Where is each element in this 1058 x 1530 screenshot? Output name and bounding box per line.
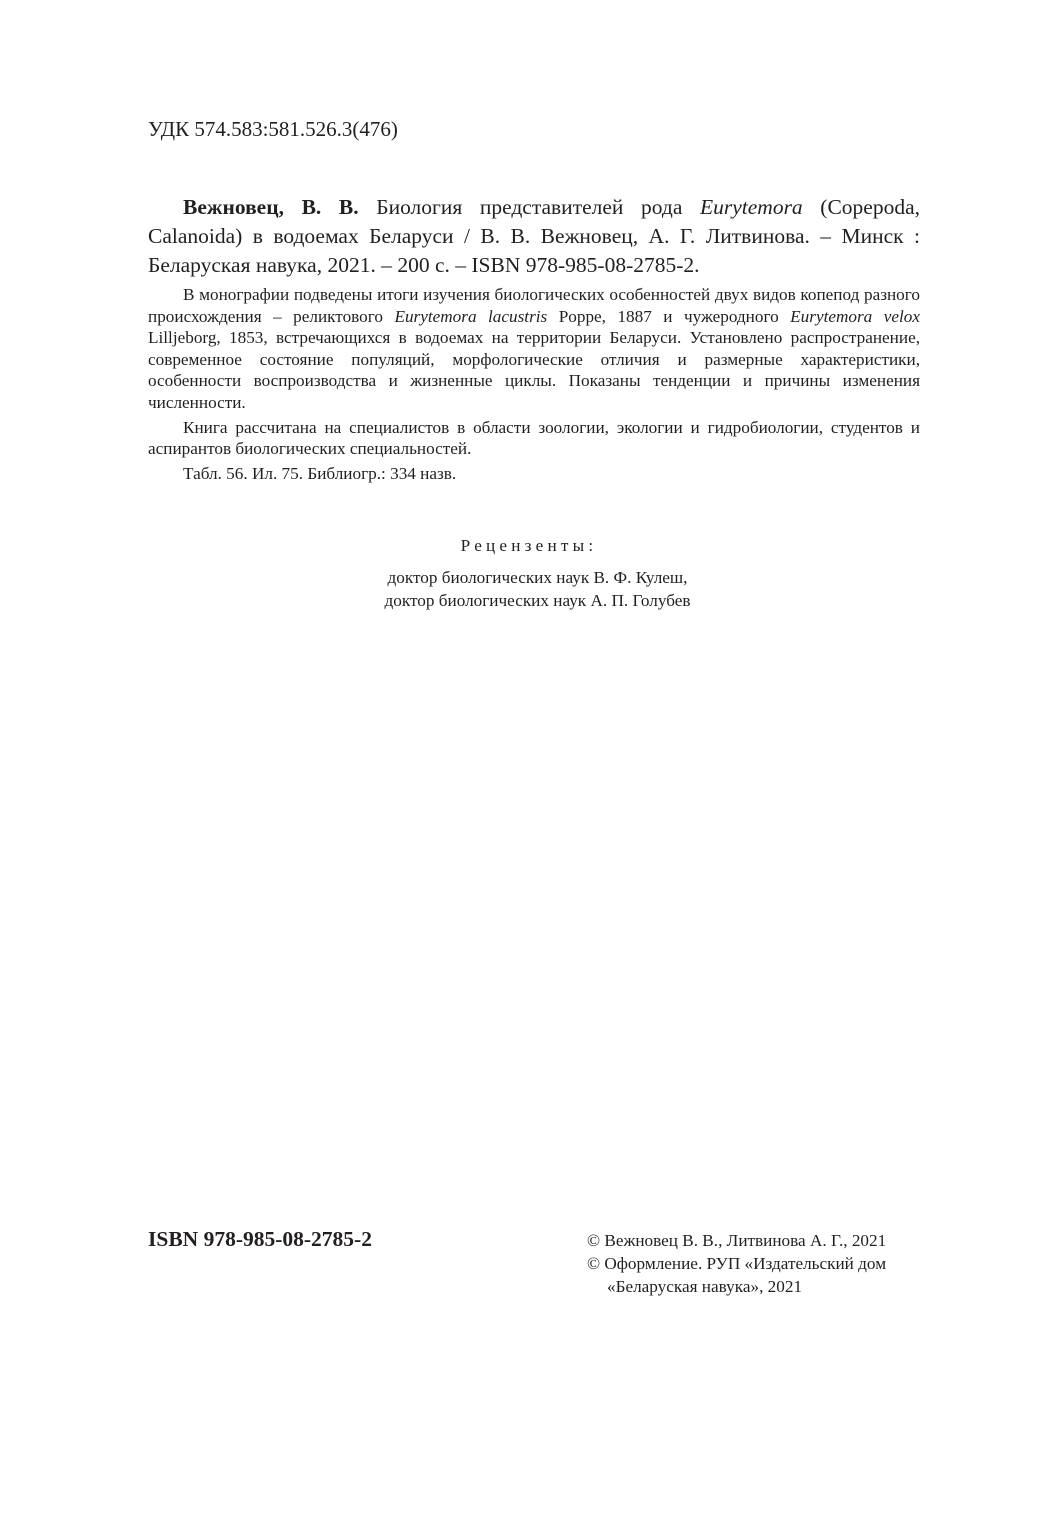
annotation-paragraph-2: Книга рассчитана на специалистов в области зоологии, экологии и гидробиологии, студентов и аспирантов биологических специальностей. (148, 417, 920, 459)
reviewer-item: доктор биологических наук В. Ф. Кулеш, (387, 568, 688, 587)
isbn: ISBN 978-985-08-2785-2 (148, 1227, 372, 1251)
copyright-line: © Вежновец В. В., Литвинова А. Г., 2021 (587, 1231, 887, 1250)
citation-text-2: (Copepoda, Calanoida) в водоемах Беларуси / В. В. Вежновец, А. Г. Литвинова. – Минск : Беларуская навука, 2021. – 200 с. – ISBN 978-985-08-2785-2. (148, 195, 920, 277)
citation-genus: Eurytemora (699, 195, 803, 219)
bibliographic-citation (148, 193, 920, 280)
udc-code: УДК 574.583:581.526.3(476) (148, 117, 398, 141)
copyright-line: © Оформление. РУП «Издательский дом (587, 1254, 887, 1273)
annotation-paragraph-3: Табл. 56. Ил. 75. Библиогр.: 334 назв. (183, 463, 457, 483)
annotation-paragraph-1 (148, 284, 920, 414)
annotation-text: Lilljeborg, 1853, встречающихся в водоемах на территории Беларуси. Установлено распространение, современное состояние популяций, морфологические отличия и размерные характеристики, особенности воспроизводства и жизненные циклы. Показаны тенденции и причины изменения численности. (148, 328, 920, 412)
citation-text-1: Биология представителей рода (358, 195, 700, 219)
copyright-line: «Беларуская навука», 2021 (607, 1277, 803, 1296)
annotation-text: В монографии подведены итоги изучения биологических особенностей двух видов копепод разного происхождения – реликтового (148, 285, 920, 326)
citation-author: Вежновец, В. В. (183, 195, 359, 219)
reviewers-list (0, 566, 1058, 612)
annotation (148, 284, 920, 484)
annotation-text: Poppe, 1887 и чужеродного (547, 306, 791, 326)
reviewer-item: доктор биологических наук А. П. Голубев (384, 591, 691, 610)
species-name: Eurytemora lacustris (394, 306, 548, 326)
reviewers-heading: Рецензенты: (460, 536, 598, 555)
copyright-block (587, 1229, 947, 1298)
species-name: Eurytemora velox (790, 306, 920, 326)
